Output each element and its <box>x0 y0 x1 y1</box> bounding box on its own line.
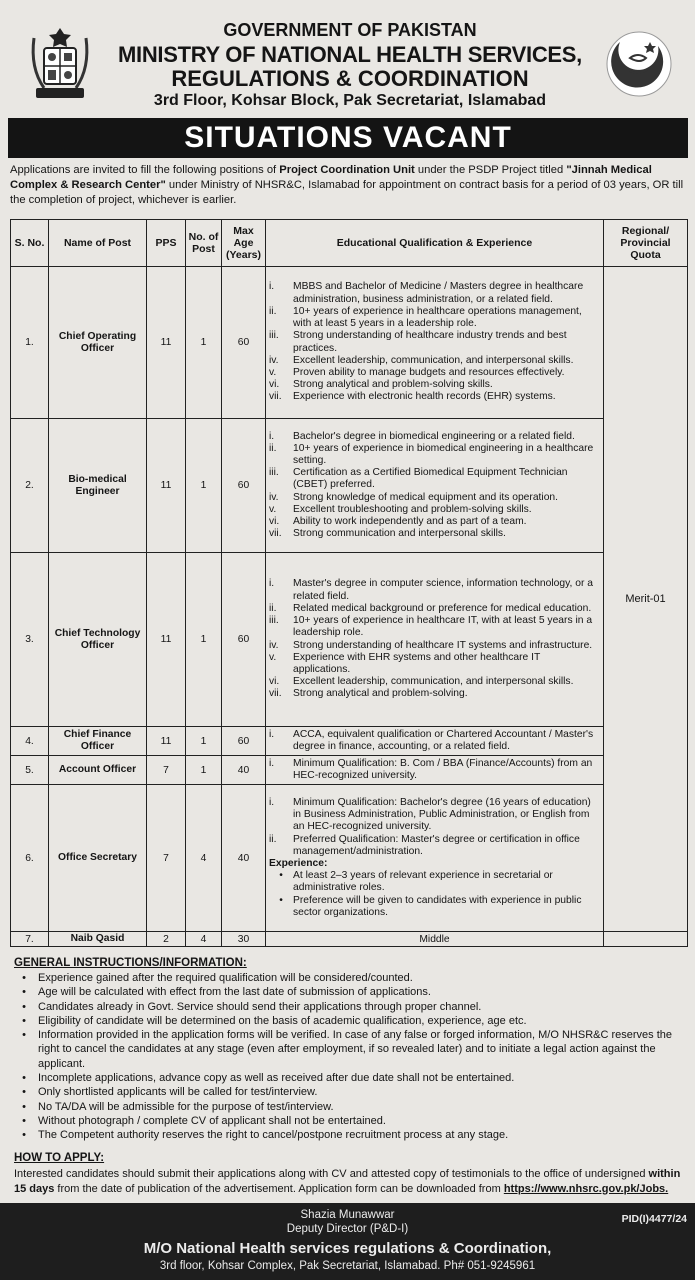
post-count: 1 <box>186 756 222 785</box>
col-sno: S. No. <box>11 220 49 267</box>
post-name: Chief Operating Officer <box>49 267 147 419</box>
post-max-age: 40 <box>222 756 266 785</box>
bullet-icon: • <box>22 1000 26 1013</box>
qualification-item <box>269 640 600 652</box>
item-number: ii. <box>269 833 277 845</box>
bullet-icon: • <box>22 1029 26 1042</box>
instruction-text: Information provided in the application forms will be verified. In case of any false or forged information, M/O NHSR&C reserves the right to cancel the candidates at any stage (even after employment, if so revealed later) and to initiate a legal action against the applicant. <box>38 1029 673 1070</box>
instruction-text: Only shortlisted applicants will be called for test/interview. <box>38 1086 318 1099</box>
intro-paragraph: Applications are invited to fill the following positions of Project Coordination Unit under the PSDP Project titled "Jinnah Medical Complex & Research Center" under Ministry of NHSR&C, Islamabad for appointment on contract basis for a period of 03 years, OR till the completion of project, whichever is earlier. <box>10 164 684 206</box>
item-text: Preferred Qualification: Master's degree or certification in office management/administration. <box>293 833 580 857</box>
post-max-age: 60 <box>222 419 266 553</box>
table-row <box>11 756 688 785</box>
item-number: ii. <box>269 305 277 317</box>
qualification-item <box>269 729 600 753</box>
item-text: Strong understanding of healthcare IT systems and infrastructure. <box>293 639 593 651</box>
item-number: iii. <box>269 615 279 627</box>
instruction-text: Incomplete applications, advance copy as well as received after due date shall not be entertained. <box>38 1072 515 1085</box>
bullet-icon: • <box>22 986 26 999</box>
list-item <box>10 1014 690 1028</box>
item-text: Minimum Qualification: B. Com / BBA (Finance/Accounts) from an HEC-recognized university. <box>293 757 593 781</box>
signatory-designation: Deputy Director (P&D-I) <box>286 1223 409 1235</box>
item-text: Bachelor's degree in biomedical engineering or a related field. <box>293 430 575 442</box>
qualification-item <box>269 330 600 354</box>
list-item <box>10 1128 690 1142</box>
post-name: Office Secretary <box>49 785 147 932</box>
item-number: vii. <box>269 391 282 403</box>
item-text: Related medical background or preference for medical education. <box>293 602 592 614</box>
bullet-icon: • <box>279 894 283 906</box>
row-sno: 2. <box>11 419 49 553</box>
post-pps: 2 <box>147 932 186 947</box>
experience-item <box>269 870 600 894</box>
item-text: Proven ability to manage budgets and resources effectively. <box>293 366 565 378</box>
item-text: 10+ years of experience in healthcare IT, with at least 5 years in a leadership role. <box>293 615 593 639</box>
bullet-icon: • <box>22 972 26 984</box>
bullet-icon: • <box>22 1114 26 1127</box>
post-qualification <box>266 553 604 727</box>
item-number: iii. <box>269 330 279 342</box>
row-sno: 3. <box>11 553 49 727</box>
post-pps: 11 <box>147 727 186 756</box>
general-instructions-list <box>10 971 690 1143</box>
row-sno: 1. <box>11 267 49 419</box>
col-quota: Regional/ Provincial Quota <box>604 220 688 267</box>
item-number: vii. <box>269 688 282 700</box>
item-text: Strong communication and interpersonal skills. <box>293 528 506 540</box>
post-max-age: 30 <box>222 932 266 947</box>
qualification-item <box>269 379 600 391</box>
bullet-icon: • <box>22 1100 26 1113</box>
how-to-apply-title: HOW TO APPLY: <box>14 1152 105 1164</box>
item-number: v. <box>269 503 277 515</box>
post-pps: 7 <box>147 756 186 785</box>
qualification-item <box>269 516 600 528</box>
state-emblem-icon <box>22 22 98 104</box>
col-qualification: Educational Qualification & Experience <box>266 220 604 267</box>
situations-vacant-banner: SITUATIONS VACANT <box>8 118 688 158</box>
instruction-text: Age will be calculated with effect from the last date of submission of applications. <box>38 986 431 999</box>
bullet-icon: • <box>22 1014 26 1027</box>
how-to-apply-text: Interested candidates should submit their applications along with CV and attested copy of testimonials to the office of undersigned within 15 days from the date of publication of the advertisement. Application form can be downloaded from https://www.nhsrc.gov.pk/Jobs. <box>14 1168 681 1195</box>
footer-organization: M/O National Health services regulations & Coordination, <box>143 1240 552 1257</box>
row-sno: 6. <box>11 785 49 932</box>
bullet-icon: • <box>22 1129 26 1142</box>
table-header-row <box>11 220 688 267</box>
header <box>0 0 695 118</box>
table-row <box>11 727 688 756</box>
qualification-item <box>269 676 600 688</box>
footer-address: 3rd floor, Kohsar Complex, Pak Secretariat, Islamabad. Ph# 051-9245961 <box>159 1260 536 1272</box>
item-text: Certification as a Certified Biomedical Equipment Technician (CBET) preferred. <box>293 467 568 491</box>
experience-heading: Experience: <box>269 858 328 869</box>
item-text: Ability to work independently and as part of a team. <box>293 516 527 527</box>
item-number: iv. <box>269 354 279 366</box>
item-number: i. <box>269 281 275 293</box>
qualification-item <box>269 797 600 834</box>
item-text: 10+ years of experience in biomedical engineering in a healthcare setting. <box>293 442 594 466</box>
item-number: i. <box>269 430 275 442</box>
qualification-item <box>269 443 600 467</box>
table-row <box>11 932 688 947</box>
post-qualification <box>266 419 604 553</box>
post-pps: 11 <box>147 553 186 727</box>
ministry-address: 3rd Floor, Kohsar Block, Pak Secretariat, Islamabad <box>153 92 547 109</box>
footer <box>0 1203 695 1280</box>
item-number: i. <box>269 757 275 769</box>
qualification-item <box>269 391 600 403</box>
row-sno: 4. <box>11 727 49 756</box>
item-number: vi. <box>269 379 280 391</box>
item-text: Strong knowledge of medical equipment and its operation. <box>293 491 559 503</box>
item-number: i. <box>269 578 275 590</box>
instruction-text: Candidates already in Govt. Service should send their applications through proper channel. <box>38 1000 482 1013</box>
qualification-item <box>269 281 600 305</box>
list-item <box>10 1028 690 1071</box>
item-number: vi. <box>269 516 280 527</box>
qualification-item <box>269 834 600 858</box>
post-count: 4 <box>186 785 222 932</box>
post-pps: 11 <box>147 419 186 553</box>
table-row <box>11 419 688 553</box>
quota-cell <box>604 932 688 947</box>
item-number: vii. <box>269 528 282 540</box>
col-pps: PPS <box>147 220 186 267</box>
post-pps: 7 <box>147 785 186 932</box>
qualification-item <box>269 504 600 516</box>
list-item <box>10 1100 690 1114</box>
item-number: i. <box>269 728 275 740</box>
item-text: 10+ years of experience in healthcare operations management, with at least 5 years in a leadership role. <box>293 305 582 330</box>
ministry-title: MINISTRY OF NATIONAL HEALTH SERVICES, <box>118 42 582 67</box>
post-qualification <box>266 785 604 932</box>
table-row <box>11 553 688 727</box>
list-item <box>10 1000 690 1014</box>
qualification-item <box>269 615 600 639</box>
row-sno: 7. <box>11 932 49 947</box>
list-item <box>10 1114 690 1128</box>
post-count: 4 <box>186 932 222 947</box>
application-form-link[interactable]: https://www.nhsrc.gov.pk/Jobs. <box>503 1182 669 1195</box>
qualification-item <box>269 688 600 700</box>
post-count: 1 <box>186 419 222 553</box>
item-number: i. <box>269 796 275 808</box>
item-number: ii. <box>269 602 277 614</box>
experience-text: Preference will be given to candidates with experience in public sector organizations. <box>293 894 582 918</box>
post-count: 1 <box>186 267 222 419</box>
item-text: Excellent leadership, communication, and interpersonal skills. <box>293 354 574 366</box>
post-qualification <box>266 756 604 785</box>
qualification-item <box>269 492 600 504</box>
post-name: Account Officer <box>49 756 147 785</box>
signatory-name: Shazia Munawwar <box>300 1209 395 1221</box>
post-qualification: Middle <box>266 932 604 947</box>
item-text: Experience with EHR systems and other healthcare IT applications. <box>293 651 541 675</box>
bullet-icon: • <box>22 1072 26 1085</box>
qualification-item <box>269 367 600 379</box>
experience-text: At least 2–3 years of relevant experience in secretarial or administrative roles. <box>293 870 553 894</box>
post-pps: 11 <box>147 267 186 419</box>
item-number: v. <box>269 366 277 378</box>
bullet-icon: • <box>279 870 283 882</box>
item-text: Strong understanding of healthcare industry trends and best practices. <box>293 330 567 354</box>
general-instructions-title: GENERAL INSTRUCTIONS/INFORMATION: <box>14 957 247 969</box>
list-item <box>10 1071 690 1085</box>
post-name: Bio-medical Engineer <box>49 419 147 553</box>
list-item <box>10 1085 690 1099</box>
qualification-item <box>269 467 600 491</box>
item-text: Excellent troubleshooting and problem-solving skills. <box>293 503 532 515</box>
post-name: Chief Technology Officer <box>49 553 147 727</box>
post-max-age: 40 <box>222 785 266 932</box>
positions-table <box>10 219 688 947</box>
qualification-item <box>269 758 600 782</box>
list-item <box>10 985 690 999</box>
post-name: Naib Qasid <box>49 932 147 947</box>
instruction-text: Experience gained after the required qualification will be considered/counted. <box>38 972 413 984</box>
qualification-item <box>269 431 600 443</box>
item-number: iv. <box>269 491 279 503</box>
instruction-text: The Competent authority reserves the right to cancel/postpone recruitment process at any stage. <box>38 1129 509 1142</box>
instruction-text: Without photograph / complete CV of applicant shall not be entertained. <box>38 1114 386 1127</box>
item-text: Master's degree in computer science, information technology, or a related field. <box>293 578 593 602</box>
item-text: Experience with electronic health records (EHR) systems. <box>293 391 556 403</box>
instruction-text: Eligibility of candidate will be determined on the basis of academic qualification, experience, age etc. <box>38 1014 527 1027</box>
instruction-text: No TA/DA will be admissible for the purpose of test/interview. <box>38 1100 334 1113</box>
post-qualification <box>266 727 604 756</box>
item-text: Strong analytical and problem-solving. <box>293 688 468 700</box>
row-sno: 5. <box>11 756 49 785</box>
qualification-item <box>269 652 600 676</box>
col-name-of-post: Name of Post <box>49 220 147 267</box>
item-number: vi. <box>269 676 280 688</box>
qualification-item <box>269 603 600 615</box>
qualification-item <box>269 528 600 540</box>
govt-title: GOVERNMENT OF PAKISTAN <box>223 20 477 40</box>
item-number: iv. <box>269 639 279 651</box>
post-count: 1 <box>186 727 222 756</box>
item-text: MBBS and Bachelor of Medicine / Masters degree in healthcare administration, business administration, or a related field. <box>293 281 584 305</box>
table-row <box>11 267 688 419</box>
item-text: Minimum Qualification: Bachelor's degree (16 years of education) in Business Administration, Public Administration, or English from an HEC-recognized university. <box>293 796 591 833</box>
qualification-item <box>269 355 600 367</box>
list-item <box>10 971 690 985</box>
qualification-item <box>269 306 600 330</box>
post-name: Chief Finance Officer <box>49 727 147 756</box>
post-count: 1 <box>186 553 222 727</box>
ministry-subtitle: REGULATIONS & COORDINATION <box>171 66 529 91</box>
item-number: iii. <box>269 467 279 479</box>
azm-e-istehkam-logo-icon <box>600 28 678 100</box>
item-text: Strong analytical and problem-solving skills. <box>293 379 493 391</box>
pid-number: PID(I)4477/24 <box>621 1213 687 1225</box>
post-qualification <box>266 267 604 419</box>
col-no-of-post: No. of Post <box>186 220 222 267</box>
col-max-age: Max Age (Years) <box>222 220 266 267</box>
qualification-item <box>269 578 600 602</box>
item-number: v. <box>269 651 277 663</box>
quota-cell: Merit-01 <box>604 267 688 932</box>
item-text: ACCA, equivalent qualification or Chartered Accountant / Master's degree in finance, accounting, or a related field. <box>293 728 594 752</box>
table-row <box>11 785 688 932</box>
bullet-icon: • <box>22 1086 26 1099</box>
post-max-age: 60 <box>222 267 266 419</box>
item-text: Excellent leadership, communication, and interpersonal skills. <box>293 676 574 688</box>
experience-item <box>269 895 600 919</box>
post-max-age: 60 <box>222 553 266 727</box>
item-number: ii. <box>269 442 277 454</box>
post-max-age: 60 <box>222 727 266 756</box>
